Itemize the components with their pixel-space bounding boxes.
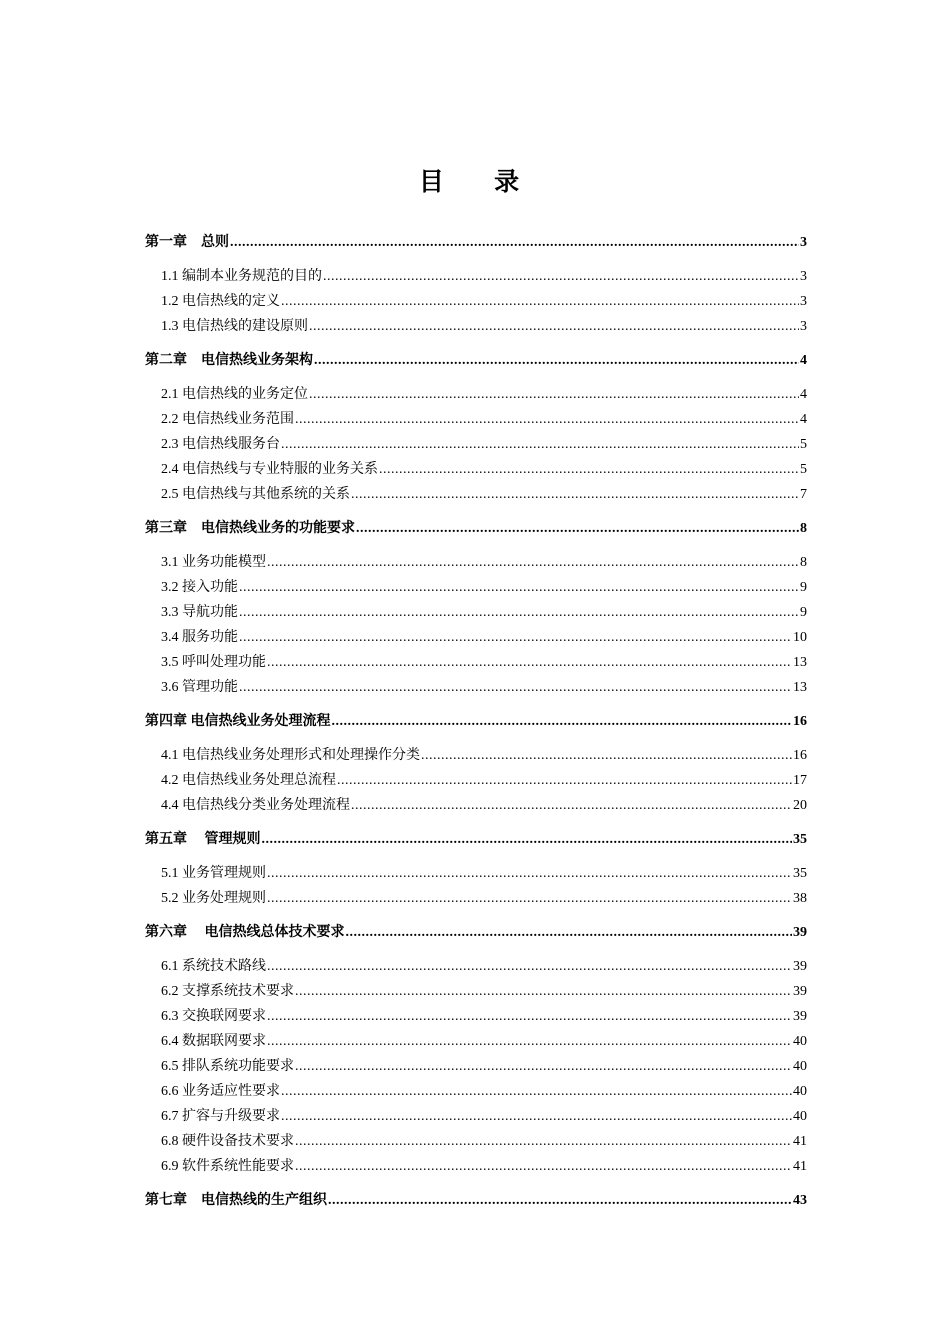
toc-entry-title: 4.2 电信热线业务处理总流程 — [161, 773, 336, 788]
toc-section-entry[interactable] — [145, 382, 807, 407]
dot-leader — [323, 264, 799, 289]
dot-leader — [267, 954, 792, 979]
toc-page-number: 40 — [793, 1034, 807, 1049]
toc-entry-title: 5.2 业务处理规则 — [161, 891, 266, 906]
toc-section-entry[interactable] — [145, 314, 807, 339]
toc-section-entry[interactable] — [145, 768, 807, 793]
toc-page-number: 39 — [793, 984, 807, 999]
dot-leader — [295, 979, 792, 1004]
dot-leader — [281, 432, 799, 457]
toc-page-number: 5 — [800, 437, 807, 452]
toc-entry-title: 2.3 电信热线服务台 — [161, 437, 280, 452]
toc-entry-title: 6.7 扩容与升级要求 — [161, 1109, 280, 1124]
toc-section-entry[interactable] — [145, 482, 807, 507]
toc-entry-title: 1.2 电信热线的定义 — [161, 294, 280, 309]
dot-leader — [267, 650, 792, 675]
toc-page-number: 16 — [793, 714, 807, 729]
toc-page-number: 40 — [793, 1109, 807, 1124]
dot-leader — [356, 516, 799, 541]
toc-entry-title: 6.2 支撑系统技术要求 — [161, 984, 294, 999]
toc-entry-title: 6.3 交换联网要求 — [161, 1009, 266, 1024]
dot-leader — [281, 1104, 792, 1129]
toc-section-entry[interactable] — [145, 1079, 807, 1104]
toc-section-entry[interactable] — [145, 575, 807, 600]
toc-entry-title: 1.1 编制本业务规范的目的 — [161, 269, 322, 284]
toc-chapter-entry[interactable] — [145, 827, 807, 852]
toc-section-entry[interactable] — [145, 1029, 807, 1054]
dot-leader — [281, 1079, 792, 1104]
toc-entry-title: 2.4 电信热线与专业特服的业务关系 — [161, 462, 378, 477]
toc-entry-title: 第三章 电信热线业务的功能要求 — [145, 521, 355, 536]
toc-page-number: 35 — [793, 866, 807, 881]
dot-leader — [239, 625, 792, 650]
toc-entry-title: 5.1 业务管理规则 — [161, 866, 266, 881]
toc-entry-title: 3.4 服务功能 — [161, 630, 238, 645]
toc-section-entry[interactable] — [145, 743, 807, 768]
toc-page-number: 7 — [800, 487, 807, 502]
toc-page-number: 41 — [793, 1159, 807, 1174]
toc-section-entry[interactable] — [145, 264, 807, 289]
toc-page-number: 5 — [800, 462, 807, 477]
toc-entry-title: 4.1 电信热线业务处理形式和处理操作分类 — [161, 748, 420, 763]
toc-chapter-entry[interactable] — [145, 230, 807, 255]
dot-leader — [328, 1188, 792, 1213]
toc-page-number: 17 — [793, 773, 807, 788]
toc-page-number: 9 — [800, 580, 807, 595]
dot-leader — [267, 550, 799, 575]
toc-chapter-entry[interactable] — [145, 348, 807, 373]
toc-page-number: 3 — [800, 235, 807, 250]
toc-section-entry[interactable] — [145, 650, 807, 675]
toc-section-entry[interactable] — [145, 1104, 807, 1129]
toc-entry-title: 2.5 电信热线与其他系统的关系 — [161, 487, 350, 502]
toc-entry-title: 第四章 电信热线业务处理流程 — [145, 714, 331, 729]
dot-leader — [267, 861, 792, 886]
toc-page-number: 3 — [800, 319, 807, 334]
toc-page-number: 39 — [793, 1009, 807, 1024]
toc-section-entry[interactable] — [145, 979, 807, 1004]
dot-leader — [262, 827, 793, 852]
toc-page-number: 3 — [800, 269, 807, 284]
dot-leader — [337, 768, 792, 793]
toc-entry-title: 6.9 软件系统性能要求 — [161, 1159, 294, 1174]
toc-section-entry[interactable] — [145, 457, 807, 482]
toc-page-number: 4 — [800, 387, 807, 402]
toc-section-entry[interactable] — [145, 625, 807, 650]
dot-leader — [314, 348, 799, 373]
toc-chapter-entry[interactable] — [145, 516, 807, 541]
toc-section-entry[interactable] — [145, 432, 807, 457]
toc-section-entry[interactable] — [145, 600, 807, 625]
dot-leader — [239, 575, 799, 600]
toc-section-entry[interactable] — [145, 289, 807, 314]
toc-entry-title: 2.2 电信热线业务范围 — [161, 412, 294, 427]
toc-section-entry[interactable] — [145, 861, 807, 886]
toc-entry-title: 3.5 呼叫处理功能 — [161, 655, 266, 670]
toc-entry-title: 1.3 电信热线的建设原则 — [161, 319, 308, 334]
toc-page-number: 43 — [793, 1193, 807, 1208]
toc-page-number: 41 — [793, 1134, 807, 1149]
dot-leader — [421, 743, 792, 768]
toc-page-number: 40 — [793, 1059, 807, 1074]
dot-leader — [295, 1154, 792, 1179]
page-title: 目 录 — [418, 169, 542, 196]
toc-entry-title: 第五章 管理规则 — [145, 832, 261, 847]
toc-entry-title: 6.1 系统技术路线 — [161, 959, 266, 974]
toc-page-number: 9 — [800, 605, 807, 620]
toc-entry-title: 6.6 业务适应性要求 — [161, 1084, 280, 1099]
toc-entry-title: 2.1 电信热线的业务定位 — [161, 387, 308, 402]
toc-page-number: 39 — [793, 925, 807, 940]
toc-page-number: 20 — [793, 798, 807, 813]
dot-leader — [346, 920, 793, 945]
dot-leader — [295, 1129, 792, 1154]
toc-entry-title: 4.4 电信热线分类业务处理流程 — [161, 798, 350, 813]
toc-section-entry[interactable] — [145, 886, 807, 911]
toc-page-number: 13 — [793, 680, 807, 695]
dot-leader — [351, 793, 792, 818]
toc-entry-title: 第二章 电信热线业务架构 — [145, 353, 313, 368]
dot-leader — [351, 482, 799, 507]
toc-entry-title: 第六章 电信热线总体技术要求 — [145, 925, 345, 940]
toc-page-number: 16 — [793, 748, 807, 763]
dot-leader — [239, 600, 799, 625]
dot-leader — [281, 289, 799, 314]
toc-entry-title: 6.5 排队系统功能要求 — [161, 1059, 294, 1074]
dot-leader — [309, 314, 799, 339]
dot-leader — [309, 382, 799, 407]
toc-section-entry[interactable] — [145, 550, 807, 575]
toc-chapter-entry[interactable] — [145, 1188, 807, 1213]
toc-entry-title: 3.2 接入功能 — [161, 580, 238, 595]
toc-section-entry[interactable] — [145, 407, 807, 432]
toc-section-entry[interactable] — [145, 1004, 807, 1029]
toc-entry-title: 6.4 数据联网要求 — [161, 1034, 266, 1049]
toc-entry-title: 3.6 管理功能 — [161, 680, 238, 695]
toc-page-number: 4 — [800, 412, 807, 427]
toc-entry-title: 6.8 硬件设备技术要求 — [161, 1134, 294, 1149]
toc-chapter-entry[interactable] — [145, 920, 807, 945]
toc-entry-title: 第七章 电信热线的生产组织 — [145, 1193, 327, 1208]
toc-entry-title: 3.3 导航功能 — [161, 605, 238, 620]
toc-entry-title: 3.1 业务功能模型 — [161, 555, 266, 570]
toc-section-entry[interactable] — [145, 793, 807, 818]
dot-leader — [379, 457, 799, 482]
toc-page-number: 4 — [800, 353, 807, 368]
toc-page-number: 38 — [793, 891, 807, 906]
toc-section-entry[interactable] — [145, 1129, 807, 1154]
toc-section-entry[interactable] — [145, 1154, 807, 1179]
toc-page-number: 35 — [793, 832, 807, 847]
toc-section-entry[interactable] — [145, 954, 807, 979]
toc-page-number: 8 — [800, 521, 807, 536]
dot-leader — [267, 886, 792, 911]
toc-page-number: 40 — [793, 1084, 807, 1099]
dot-leader — [239, 675, 792, 700]
dot-leader — [295, 1054, 792, 1079]
toc-chapter-entry[interactable] — [145, 709, 807, 734]
dot-leader — [267, 1029, 792, 1054]
toc-page-number: 8 — [800, 555, 807, 570]
toc-entry-title: 第一章 总则 — [145, 235, 229, 250]
dot-leader — [295, 407, 799, 432]
toc-page-number: 13 — [793, 655, 807, 670]
dot-leader — [230, 230, 799, 255]
toc-page-number: 10 — [793, 630, 807, 645]
toc-section-entry[interactable] — [145, 675, 807, 700]
toc-page-number: 3 — [800, 294, 807, 309]
dot-leader — [267, 1004, 792, 1029]
toc-page-number: 39 — [793, 959, 807, 974]
table-of-contents — [145, 230, 807, 1213]
toc-section-entry[interactable] — [145, 1054, 807, 1079]
dot-leader — [332, 709, 793, 734]
